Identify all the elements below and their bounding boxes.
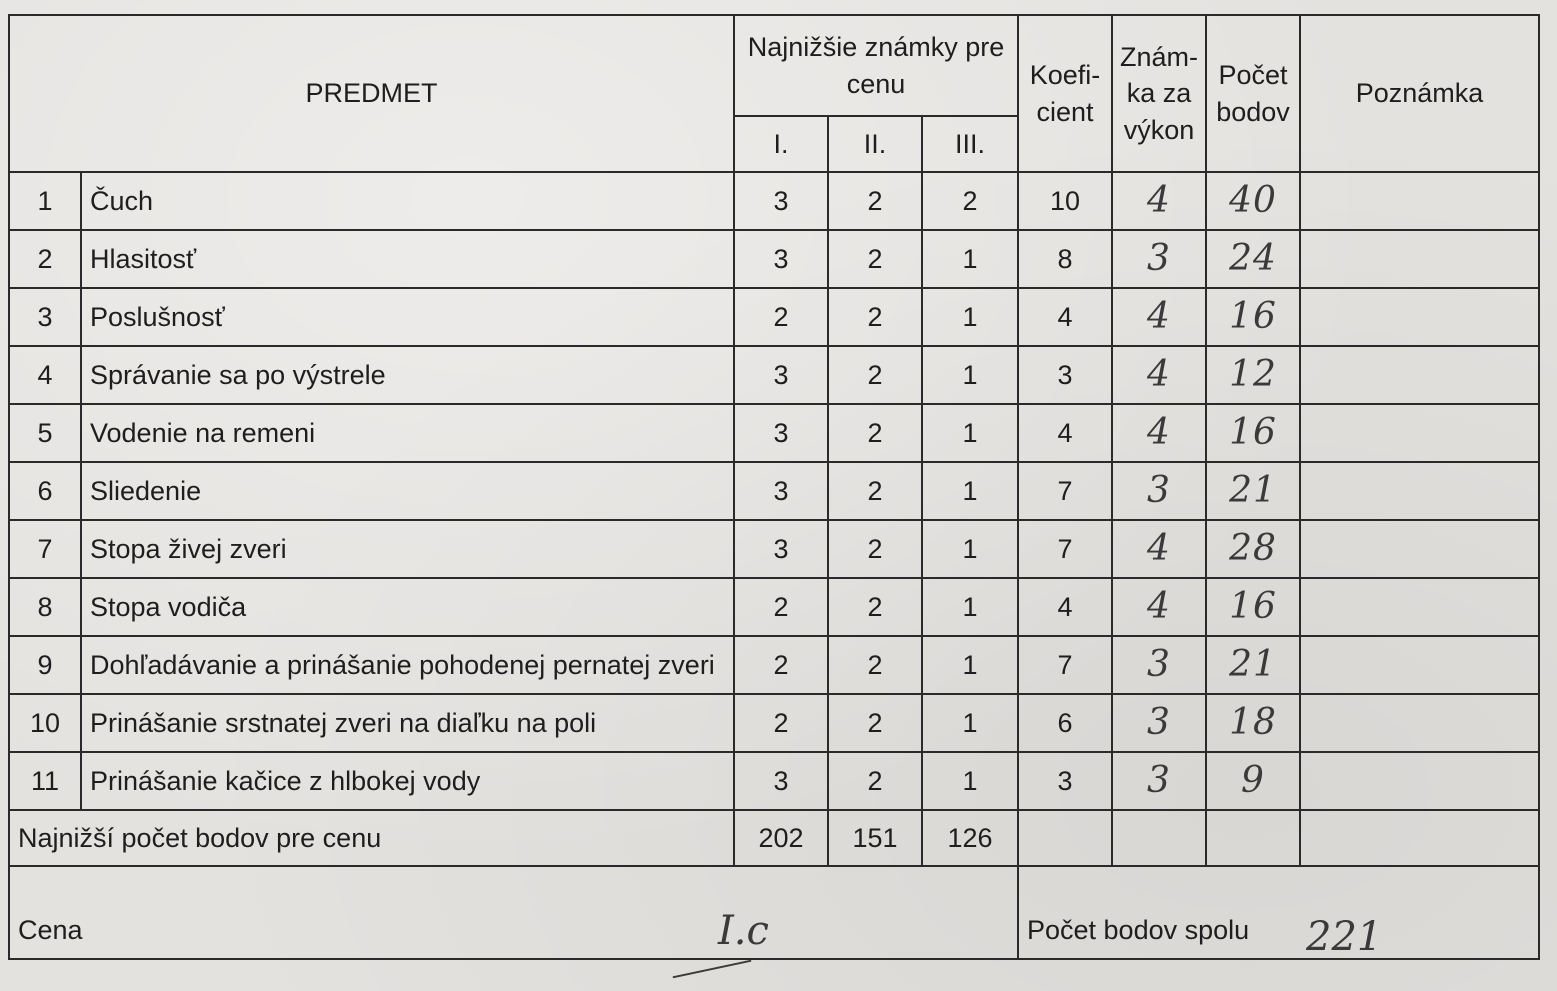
row-subject: Stopa vodiča — [81, 578, 734, 636]
row-performance-grade: 3 — [1112, 636, 1206, 694]
table-row — [9, 694, 1539, 752]
row-coefficient: 6 — [1018, 694, 1112, 752]
table-row — [9, 230, 1539, 288]
row-number: 1 — [9, 172, 81, 230]
row-coefficient: 10 — [1018, 172, 1112, 230]
row-grade-iii: 1 — [922, 752, 1018, 810]
row-performance-grade: 4 — [1112, 520, 1206, 578]
row-number: 11 — [9, 752, 81, 810]
table-row — [9, 520, 1539, 578]
row-performance-grade: 4 — [1112, 578, 1206, 636]
minimum-grade-ii: 151 — [828, 810, 922, 866]
table-row — [9, 288, 1539, 346]
row-coefficient: 3 — [1018, 346, 1112, 404]
row-performance-grade: 3 — [1112, 694, 1206, 752]
row-coefficient: 7 — [1018, 462, 1112, 520]
total-value: 221 — [1306, 914, 1383, 960]
row-grade-iii: 1 — [922, 346, 1018, 404]
row-coefficient: 8 — [1018, 230, 1112, 288]
table-row — [9, 346, 1539, 404]
header-performance-grade-text: Znám- ka za výkon — [1119, 41, 1198, 145]
row-grade-ii: 2 — [828, 404, 922, 462]
minimum-note-empty — [1300, 810, 1539, 866]
row-grade-ii: 2 — [828, 694, 922, 752]
row-points: 24 — [1206, 230, 1300, 288]
row-grade-iii: 1 — [922, 520, 1018, 578]
header-grade-i: I. — [734, 116, 828, 172]
header-coefficient — [1018, 15, 1112, 172]
row-grade-i: 2 — [734, 694, 828, 752]
row-performance-grade: 3 — [1112, 462, 1206, 520]
header-performance-grade — [1112, 15, 1206, 172]
table-row — [9, 578, 1539, 636]
row-grade-i: 3 — [734, 520, 828, 578]
row-subject: Správanie sa po výstrele — [81, 346, 734, 404]
row-note — [1300, 288, 1539, 346]
row-note — [1300, 462, 1539, 520]
table-row — [9, 462, 1539, 520]
header-note: Poznámka — [1300, 15, 1539, 172]
row-grade-i: 2 — [734, 288, 828, 346]
row-number: 2 — [9, 230, 81, 288]
row-number: 8 — [9, 578, 81, 636]
row-grade-i: 3 — [734, 752, 828, 810]
row-subject: Hlasitosť — [81, 230, 734, 288]
table-row — [9, 636, 1539, 694]
header-lowest-grades: Najnižšie známky pre cenu — [734, 15, 1018, 116]
row-points: 40 — [1206, 172, 1300, 230]
row-grade-ii: 2 — [828, 636, 922, 694]
row-note — [1300, 346, 1539, 404]
row-subject: Vodenie na remeni — [81, 404, 734, 462]
row-performance-grade: 4 — [1112, 172, 1206, 230]
row-note — [1300, 694, 1539, 752]
row-coefficient: 7 — [1018, 520, 1112, 578]
row-subject: Prinášanie kačice z hlbokej vody — [81, 752, 734, 810]
row-coefficient: 7 — [1018, 636, 1112, 694]
table-row — [9, 752, 1539, 810]
row-performance-grade: 3 — [1112, 230, 1206, 288]
header-grade-ii: II. — [828, 116, 922, 172]
row-grade-ii: 2 — [828, 346, 922, 404]
row-coefficient: 3 — [1018, 752, 1112, 810]
row-grade-iii: 1 — [922, 462, 1018, 520]
header-grade-iii: III. — [922, 116, 1018, 172]
header-points-text: Počet bodov — [1216, 60, 1290, 127]
row-coefficient: 4 — [1018, 288, 1112, 346]
row-grade-i: 3 — [734, 230, 828, 288]
row-subject: Čuch — [81, 172, 734, 230]
row-performance-grade: 4 — [1112, 404, 1206, 462]
prize-cell — [9, 866, 1018, 959]
header-coefficient-text: Koefi- cient — [1029, 60, 1101, 127]
row-grade-ii: 2 — [828, 578, 922, 636]
row-subject: Sliedenie — [81, 462, 734, 520]
row-grade-ii: 2 — [828, 172, 922, 230]
header-subject: PREDMET — [9, 15, 734, 172]
minimum-coef-empty — [1018, 810, 1112, 866]
row-number: 9 — [9, 636, 81, 694]
minimum-grade-empty — [1112, 810, 1206, 866]
row-grade-ii: 2 — [828, 520, 922, 578]
row-note — [1300, 520, 1539, 578]
row-grade-iii: 1 — [922, 694, 1018, 752]
row-points: 16 — [1206, 578, 1300, 636]
row-performance-grade: 4 — [1112, 346, 1206, 404]
row-note — [1300, 230, 1539, 288]
row-performance-grade: 3 — [1112, 752, 1206, 810]
row-subject: Prinášanie srstnatej zveri na diaľku na poli — [81, 694, 734, 752]
row-grade-i: 3 — [734, 346, 828, 404]
row-grade-iii: 1 — [922, 288, 1018, 346]
prize-value: I.c — [718, 908, 769, 954]
row-points: 16 — [1206, 288, 1300, 346]
minimum-grade-iii: 126 — [922, 810, 1018, 866]
row-note — [1300, 752, 1539, 810]
row-grade-iii: 2 — [922, 172, 1018, 230]
minimum-grade-i: 202 — [734, 810, 828, 866]
row-points: 9 — [1206, 752, 1300, 810]
row-points: 16 — [1206, 404, 1300, 462]
row-note — [1300, 172, 1539, 230]
row-subject: Poslušnosť — [81, 288, 734, 346]
row-grade-iii: 1 — [922, 578, 1018, 636]
row-points: 12 — [1206, 346, 1300, 404]
row-number: 4 — [9, 346, 81, 404]
row-note — [1300, 578, 1539, 636]
total-cell — [1018, 866, 1539, 959]
row-grade-iii: 1 — [922, 636, 1018, 694]
total-label: Počet bodov spolu — [1027, 914, 1250, 945]
prize-underline — [673, 960, 752, 979]
row-grade-i: 2 — [734, 578, 828, 636]
row-grade-ii: 2 — [828, 752, 922, 810]
row-subject: Stopa živej zveri — [81, 520, 734, 578]
row-grade-i: 3 — [734, 462, 828, 520]
row-coefficient: 4 — [1018, 578, 1112, 636]
row-grade-i: 3 — [734, 172, 828, 230]
row-performance-grade: 4 — [1112, 288, 1206, 346]
row-points: 18 — [1206, 694, 1300, 752]
row-points: 28 — [1206, 520, 1300, 578]
minimum-label: Najnižší počet bodov pre cenu — [9, 810, 734, 866]
table-row — [9, 172, 1539, 230]
row-number: 7 — [9, 520, 81, 578]
grade-table — [8, 14, 1540, 960]
row-grade-i: 2 — [734, 636, 828, 694]
row-coefficient: 4 — [1018, 404, 1112, 462]
table-row — [9, 404, 1539, 462]
row-points: 21 — [1206, 636, 1300, 694]
prize-label: Cena — [18, 914, 83, 945]
row-subject: Dohľadávanie a prinášanie pohodenej pernatej zveri — [81, 636, 734, 694]
minimum-points-empty — [1206, 810, 1300, 866]
row-grade-iii: 1 — [922, 230, 1018, 288]
row-points: 21 — [1206, 462, 1300, 520]
row-grade-i: 3 — [734, 404, 828, 462]
row-note — [1300, 404, 1539, 462]
row-grade-ii: 2 — [828, 462, 922, 520]
row-number: 3 — [9, 288, 81, 346]
row-number: 6 — [9, 462, 81, 520]
header-points — [1206, 15, 1300, 172]
row-grade-iii: 1 — [922, 404, 1018, 462]
row-grade-ii: 2 — [828, 230, 922, 288]
row-note — [1300, 636, 1539, 694]
row-number: 10 — [9, 694, 81, 752]
row-grade-ii: 2 — [828, 288, 922, 346]
row-number: 5 — [9, 404, 81, 462]
